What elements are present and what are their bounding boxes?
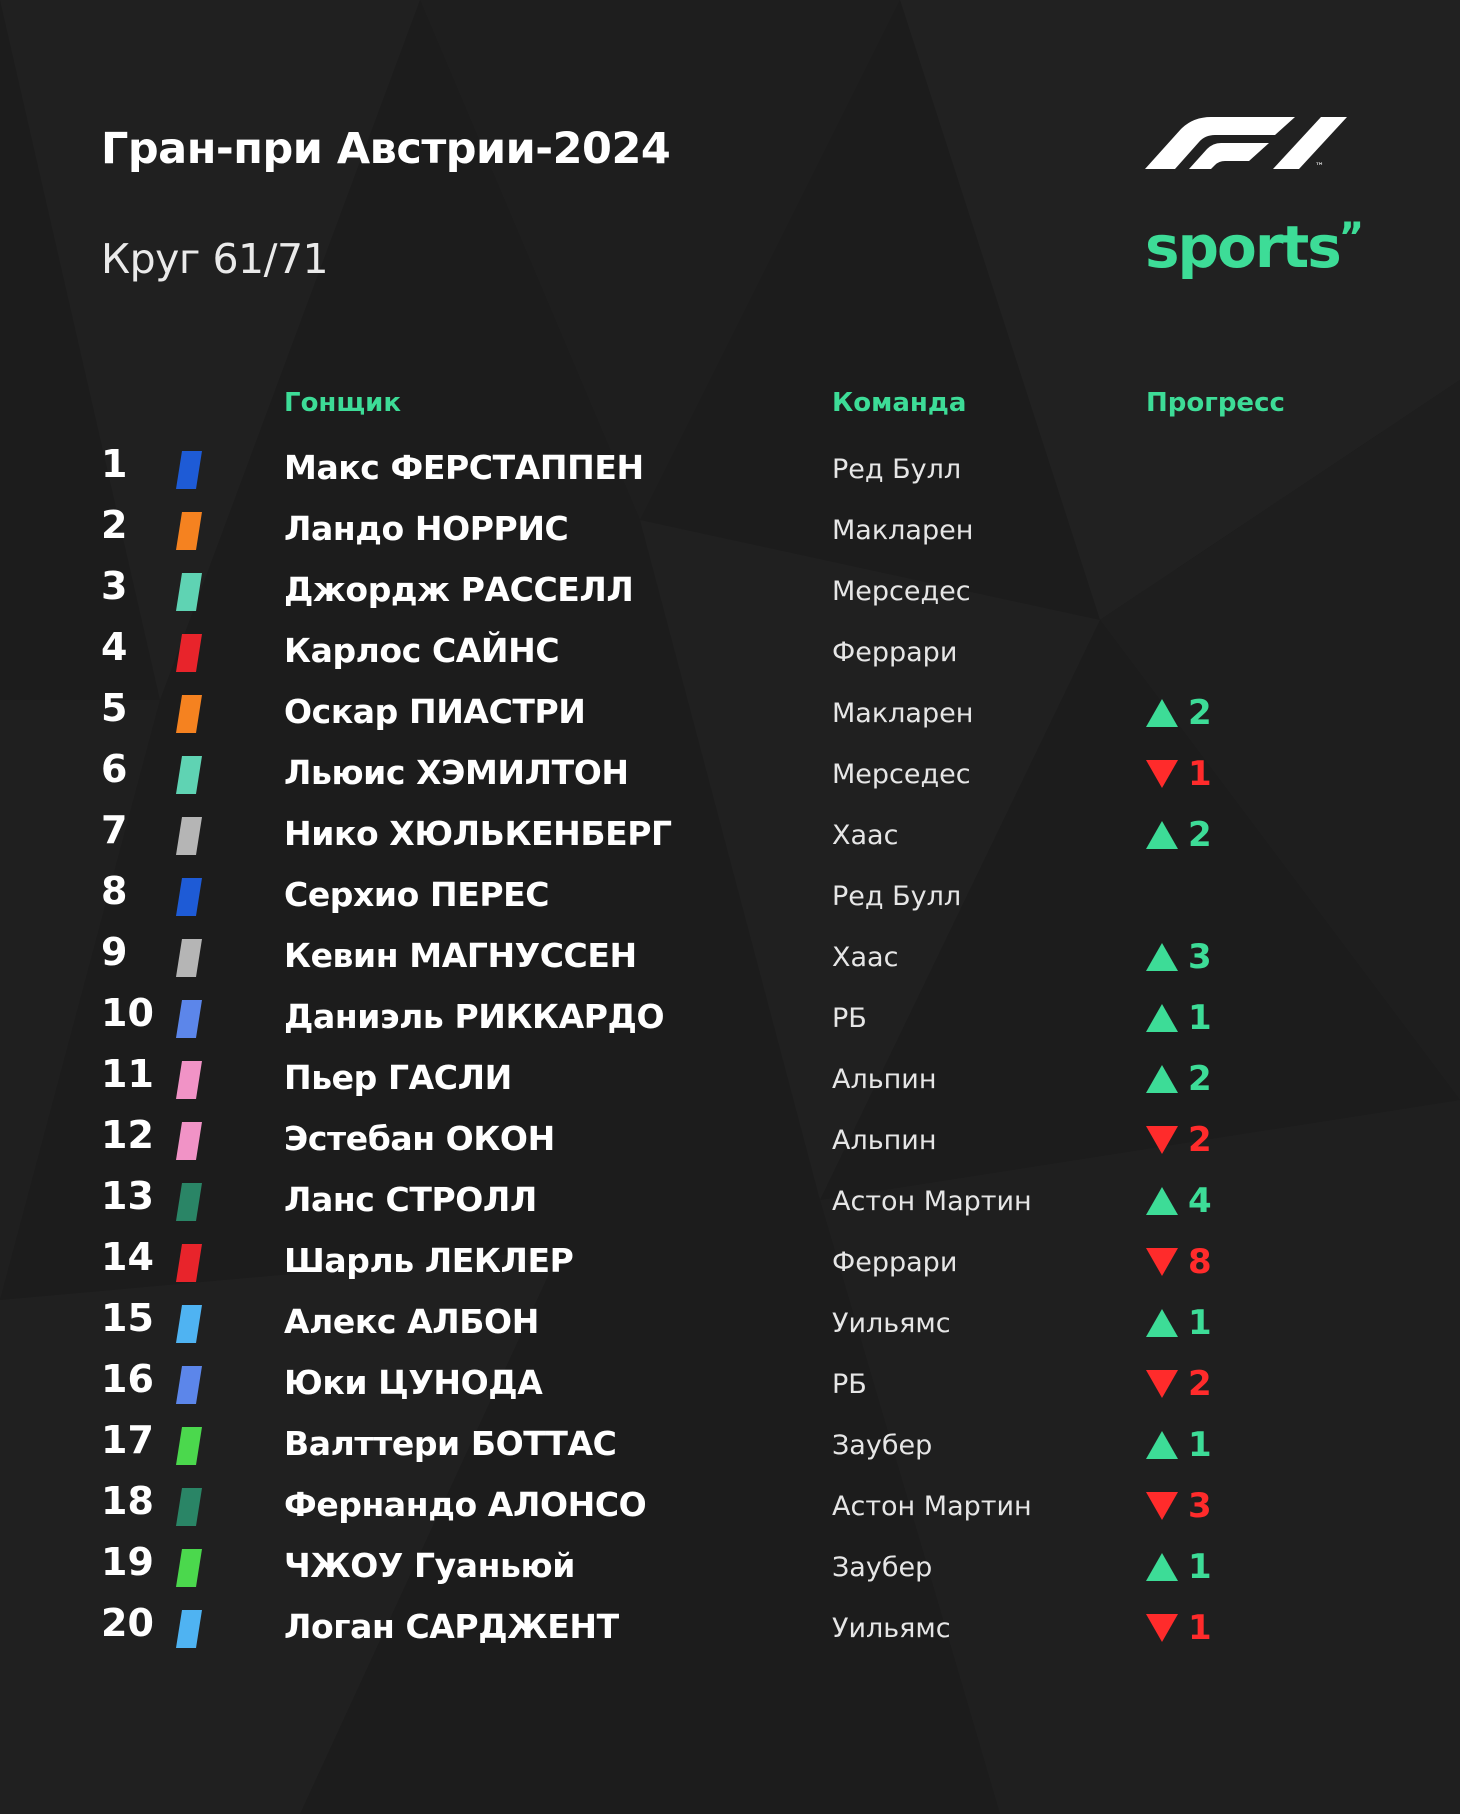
team-color-stripe — [176, 756, 202, 794]
progress — [1146, 998, 1212, 1038]
driver-name: Юки ЦУНОДА — [284, 1363, 543, 1402]
position: 2 — [101, 503, 128, 547]
column-header-team: Команда — [832, 388, 967, 418]
progress-value: 1 — [1188, 1608, 1212, 1648]
table-row — [0, 1355, 1460, 1416]
team-name: Феррари — [832, 1247, 958, 1278]
arrow-up-icon — [1146, 1431, 1178, 1459]
position: 11 — [101, 1052, 154, 1096]
table-row — [0, 806, 1460, 867]
position: 20 — [101, 1601, 154, 1645]
position: 8 — [101, 869, 128, 913]
team-color-stripe — [176, 634, 202, 672]
arrow-up-icon — [1146, 821, 1178, 849]
progress — [1146, 1486, 1212, 1526]
position: 1 — [101, 442, 128, 486]
progress — [1146, 1608, 1212, 1648]
position: 12 — [101, 1113, 154, 1157]
driver-name: Кевин МАГНУССЕН — [284, 936, 637, 975]
team-name: Ред Булл — [832, 454, 962, 485]
progress-value: 2 — [1188, 693, 1212, 733]
team-name: Альпин — [832, 1064, 937, 1095]
team-color-stripe — [176, 1061, 202, 1099]
position: 3 — [101, 564, 128, 608]
team-name: Хаас — [832, 942, 899, 973]
progress — [1146, 1364, 1212, 1404]
team-name: Макларен — [832, 698, 974, 729]
sports-logo-text: sports — [1145, 213, 1340, 281]
driver-name: Логан САРДЖЕНТ — [284, 1607, 619, 1646]
position: 14 — [101, 1235, 154, 1279]
table-row — [0, 745, 1460, 806]
table-row — [0, 1050, 1460, 1111]
progress — [1146, 1059, 1212, 1099]
arrow-down-icon — [1146, 1614, 1178, 1642]
team-name: Мерседес — [832, 576, 971, 607]
position: 18 — [101, 1479, 154, 1523]
driver-name: Ланс СТРОЛЛ — [284, 1180, 537, 1219]
team-name: Астон Мартин — [832, 1186, 1032, 1217]
table-row — [0, 867, 1460, 928]
position: 10 — [101, 991, 154, 1035]
driver-name: Льюис ХЭМИЛТОН — [284, 753, 629, 792]
table-row — [0, 1538, 1460, 1599]
driver-name: Оскар ПИАСТРИ — [284, 692, 586, 731]
team-color-stripe — [176, 573, 202, 611]
table-row — [0, 440, 1460, 501]
team-name: Мерседес — [832, 759, 971, 790]
progress — [1146, 1425, 1212, 1465]
driver-name: Алекс АЛБОН — [284, 1302, 539, 1341]
team-name: Макларен — [832, 515, 974, 546]
progress-value: 1 — [1188, 754, 1212, 794]
arrow-up-icon — [1146, 943, 1178, 971]
table-row — [0, 562, 1460, 623]
progress-value: 4 — [1188, 1181, 1212, 1221]
team-name: Хаас — [832, 820, 899, 851]
team-color-stripe — [176, 1000, 202, 1038]
driver-name: Серхио ПЕРЕС — [284, 875, 550, 914]
arrow-down-icon — [1146, 1126, 1178, 1154]
page-title: Гран-при Австрии-2024 — [101, 124, 671, 174]
svg-text:™: ™ — [1315, 162, 1324, 171]
table-row — [0, 1172, 1460, 1233]
arrow-down-icon — [1146, 1370, 1178, 1398]
progress-value: 1 — [1188, 1547, 1212, 1587]
progress — [1146, 937, 1212, 977]
progress-value: 3 — [1188, 937, 1212, 977]
driver-name: ЧЖОУ Гуаньюй — [284, 1546, 575, 1585]
driver-name: Карлос САЙНС — [284, 631, 560, 670]
team-name: Заубер — [832, 1430, 933, 1461]
team-color-stripe — [176, 878, 202, 916]
team-color-stripe — [176, 1183, 202, 1221]
team-name: Ред Булл — [832, 881, 962, 912]
column-header-driver: Гонщик — [284, 388, 401, 418]
driver-name: Шарль ЛЕКЛЕР — [284, 1241, 574, 1280]
arrow-up-icon — [1146, 1004, 1178, 1032]
position: 13 — [101, 1174, 154, 1218]
arrow-down-icon — [1146, 760, 1178, 788]
progress-value: 2 — [1188, 1059, 1212, 1099]
table-row — [0, 928, 1460, 989]
position: 19 — [101, 1540, 154, 1584]
team-name: Уильямс — [832, 1613, 951, 1644]
table-row — [0, 684, 1460, 745]
position: 9 — [101, 930, 128, 974]
team-name: Уильямс — [832, 1308, 951, 1339]
position: 4 — [101, 625, 128, 669]
team-name: Заубер — [832, 1552, 933, 1583]
table-row — [0, 1294, 1460, 1355]
position: 16 — [101, 1357, 154, 1401]
progress — [1146, 815, 1212, 855]
driver-name: Макс ФЕРСТАППЕН — [284, 448, 644, 487]
progress-value: 3 — [1188, 1486, 1212, 1526]
driver-name: Ландо НОРРИС — [284, 509, 569, 548]
team-color-stripe — [176, 1305, 202, 1343]
arrow-down-icon — [1146, 1492, 1178, 1520]
position: 5 — [101, 686, 128, 730]
progress-value: 2 — [1188, 1120, 1212, 1160]
driver-name: Пьер ГАСЛИ — [284, 1058, 512, 1097]
driver-name: Нико ХЮЛЬКЕНБЕРГ — [284, 814, 672, 853]
progress — [1146, 1547, 1212, 1587]
progress-value: 2 — [1188, 1364, 1212, 1404]
team-color-stripe — [176, 1244, 202, 1282]
table-row — [0, 1111, 1460, 1172]
table-row — [0, 623, 1460, 684]
progress-value: 1 — [1188, 1303, 1212, 1343]
driver-name: Фернандо АЛОНСО — [284, 1485, 647, 1524]
progress-value: 1 — [1188, 1425, 1212, 1465]
position: 6 — [101, 747, 128, 791]
team-color-stripe — [176, 695, 202, 733]
column-header-progress: Прогресс — [1146, 388, 1285, 418]
team-name: Астон Мартин — [832, 1491, 1032, 1522]
position: 15 — [101, 1296, 154, 1340]
progress — [1146, 1242, 1212, 1282]
position: 7 — [101, 808, 128, 852]
arrow-up-icon — [1146, 1187, 1178, 1215]
team-color-stripe — [176, 1549, 202, 1587]
progress — [1146, 1120, 1212, 1160]
arrow-up-icon — [1146, 1309, 1178, 1337]
team-color-stripe — [176, 939, 202, 977]
driver-name: Даниэль РИККАРДО — [284, 997, 665, 1036]
team-name: РБ — [832, 1003, 867, 1034]
sports-logo — [1145, 213, 1359, 281]
driver-name: Валттери БОТТАС — [284, 1424, 617, 1463]
arrow-up-icon — [1146, 1065, 1178, 1093]
team-color-stripe — [176, 1610, 202, 1648]
table-row — [0, 989, 1460, 1050]
arrow-down-icon — [1146, 1248, 1178, 1276]
team-color-stripe — [176, 1427, 202, 1465]
driver-name: Эстебан ОКОН — [284, 1119, 555, 1158]
team-name: Феррари — [832, 637, 958, 668]
lap-counter: Круг 61/71 — [101, 235, 329, 283]
team-color-stripe — [176, 1366, 202, 1404]
arrow-up-icon — [1146, 699, 1178, 727]
progress — [1146, 1303, 1212, 1343]
table-row — [0, 501, 1460, 562]
progress-value: 2 — [1188, 815, 1212, 855]
table-row — [0, 1233, 1460, 1294]
f1-logo — [1145, 115, 1355, 171]
table-row — [0, 1416, 1460, 1477]
table-row — [0, 1477, 1460, 1538]
arrow-up-icon — [1146, 1553, 1178, 1581]
progress — [1146, 754, 1212, 794]
progress-value: 8 — [1188, 1242, 1212, 1282]
team-color-stripe — [176, 1122, 202, 1160]
standings-table — [0, 440, 1460, 1660]
team-color-stripe — [176, 1488, 202, 1526]
team-name: РБ — [832, 1369, 867, 1400]
table-row — [0, 1599, 1460, 1660]
position: 17 — [101, 1418, 154, 1462]
f1-logo-icon — [1145, 115, 1355, 171]
progress-value: 1 — [1188, 998, 1212, 1038]
driver-name: Джордж РАССЕЛЛ — [284, 570, 634, 609]
sports-logo-mark: ’’ — [1339, 215, 1359, 261]
team-color-stripe — [176, 512, 202, 550]
team-color-stripe — [176, 817, 202, 855]
team-color-stripe — [176, 451, 202, 489]
progress — [1146, 693, 1212, 733]
progress — [1146, 1181, 1212, 1221]
team-name: Альпин — [832, 1125, 937, 1156]
